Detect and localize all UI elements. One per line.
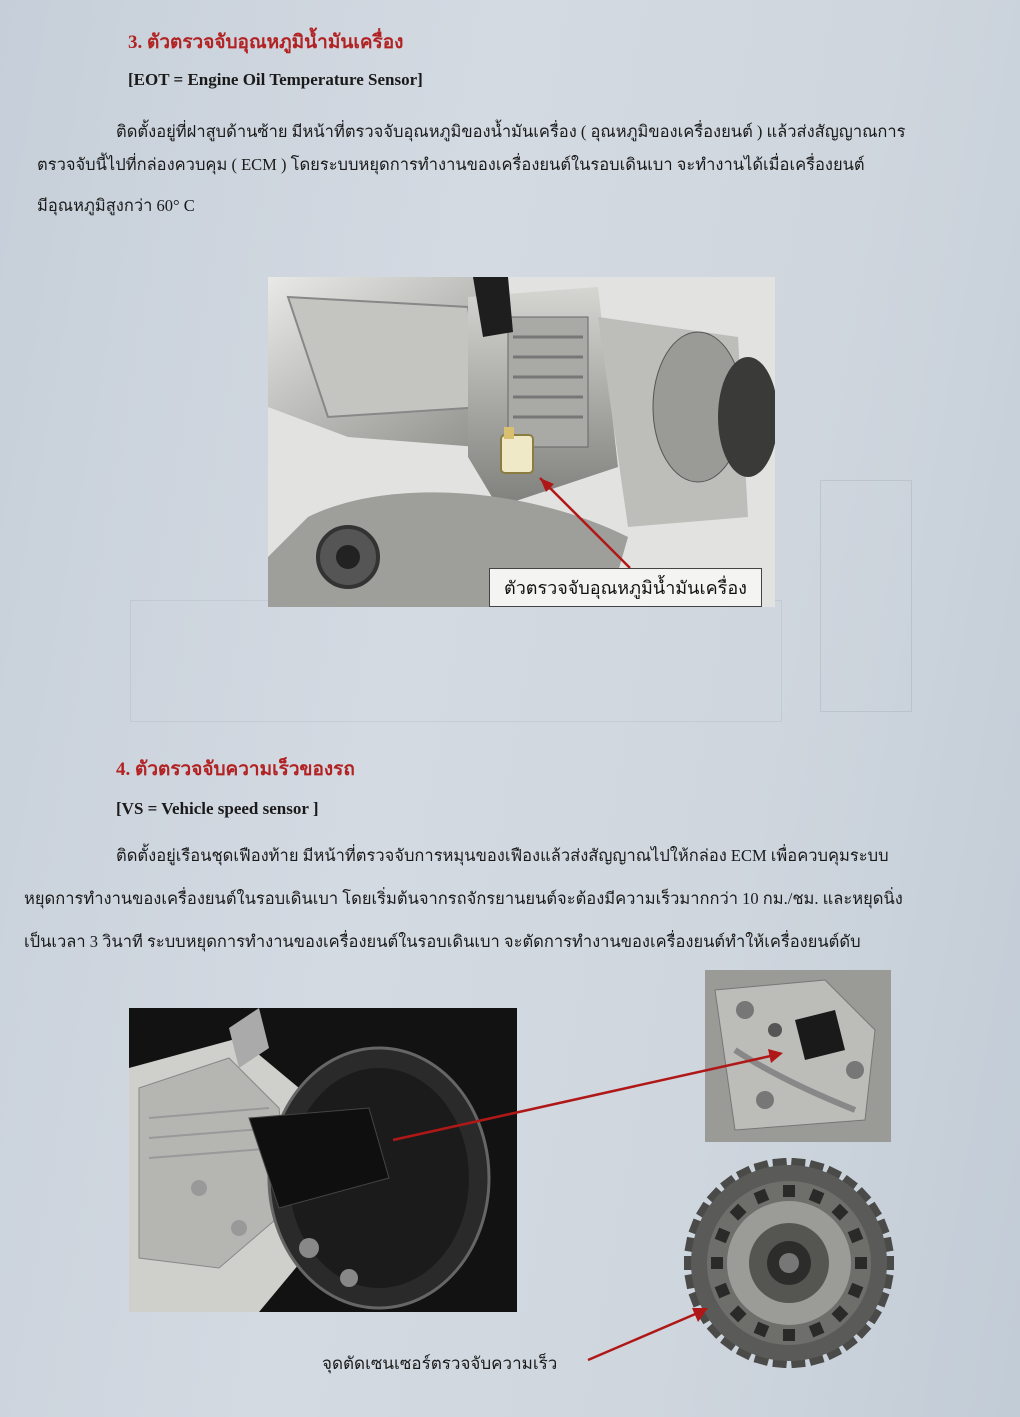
eot-caption: ตัวตรวจจับอุณหภูมิน้ำมันเครื่อง [489,568,762,607]
section-3-para-line-3: มีอุณหภูมิสูงกว่า 60° C [37,196,195,215]
cutout-arrow [580,1300,720,1370]
eot-arrow [530,470,650,580]
section-4-para-line-1: ติดตั้งอยู่เรือนชุดเฟืองท้าย มีหน้าที่ตรวจจับการหมุนของเฟืองแล้วส่งสัญญาณไปให้กล่อง ECM เพื่อควบคุมระบบ [116,846,889,865]
section-4-code: [VS = Vehicle speed sensor ] [116,799,319,818]
section-4-para-line-3: เป็นเวลา 3 วินาที ระบบหยุดการทำงานของเครื่องยนต์ในรอบเดินเบา จะตัดการทำงานของเครื่องยนต์ทำให้เครื่องยนต์ดับ [24,932,861,951]
section-3-para-line-1: ติดตั้งอยู่ที่ฝาสูบด้านซ้าย มีหน้าที่ตรวจจับอุณหภูมิของน้ำมันเครื่อง ( อุณหภูมิของเครื่องยนต์ ) แล้วส่งสัญญาณการ [116,122,906,141]
engine-photo [268,277,775,607]
bleed-through-box [130,600,782,722]
bleed-through-box [820,480,912,712]
section-4-heading: 4. ตัวตรวจจับความเร็วของรถ [116,759,355,780]
section-3-code: [EOT = Engine Oil Temperature Sensor] [128,70,423,89]
section-3-para-line-2: ตรวจจับนี้ไปที่กล่องควบคุม ( ECM ) โดยระบบหยุดการทำงานของเครื่องยนต์ในรอบเดินเบา จะทำงานได้เมื่อเครื่องยนต์ [37,155,865,174]
section-4-para-line-2: หยุดการทำงานของเครื่องยนต์ในรอบเดินเบา โดยเริ่มต้นจากรถจักรยานยนต์จะต้องมีความเร็วมากกว่า 10 กม./ชม. และหยุดนิ่ง [24,889,903,908]
section-3-heading: 3. ตัวตรวจจับอุณหภูมิน้ำมันเครื่อง [128,32,404,53]
vs-sensor-arrow [385,1035,795,1145]
vs-caption: จุดตัดเซนเซอร์ตรวจจับความเร็ว [322,1354,558,1373]
